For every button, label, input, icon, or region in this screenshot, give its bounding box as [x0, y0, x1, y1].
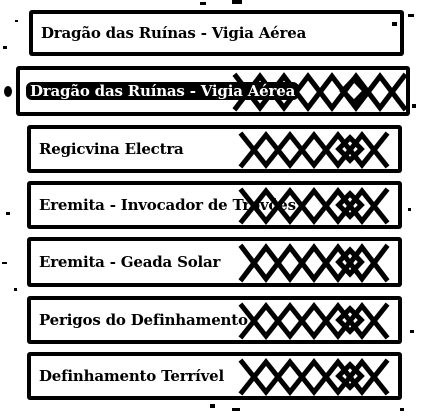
menu-item-label: Eremita - Invocador de Trovões [39, 196, 296, 214]
menu-item-panel [31, 356, 398, 396]
menu-item[interactable] [27, 352, 402, 400]
celtic-knot-ornament-icon [238, 241, 398, 283]
menu-item-panel [33, 14, 400, 52]
menu-item-panel [31, 300, 398, 340]
menu-item-label: Perigos do Definhamento [39, 311, 248, 329]
menu-item-label: Eremita - Geada Solar [39, 253, 221, 271]
menu-item[interactable] [27, 181, 402, 229]
menu-item-label: Definhamento Terrível [39, 367, 224, 385]
menu-item-panel [31, 129, 398, 169]
menu-item-label: Dragão das Ruínas - Vigia Aérea [41, 24, 307, 42]
celtic-knot-ornament-icon [238, 356, 398, 396]
menu-item-selected[interactable] [16, 66, 410, 116]
menu-item[interactable] [29, 10, 404, 56]
celtic-knot-ornament-icon [238, 300, 398, 340]
menu-item-panel [20, 70, 406, 112]
menu-item[interactable] [27, 125, 402, 173]
celtic-knot-ornament-icon [238, 129, 398, 169]
menu-item[interactable] [27, 296, 402, 344]
menu-item-label: Dragão das Ruínas - Vigia Aérea [26, 82, 299, 100]
selection-bullet-icon [4, 86, 12, 97]
menu-item-panel [31, 185, 398, 225]
menu-item-panel [31, 241, 398, 283]
menu-item-label: Regicvina Electra [39, 140, 184, 158]
menu-item[interactable] [27, 237, 402, 287]
